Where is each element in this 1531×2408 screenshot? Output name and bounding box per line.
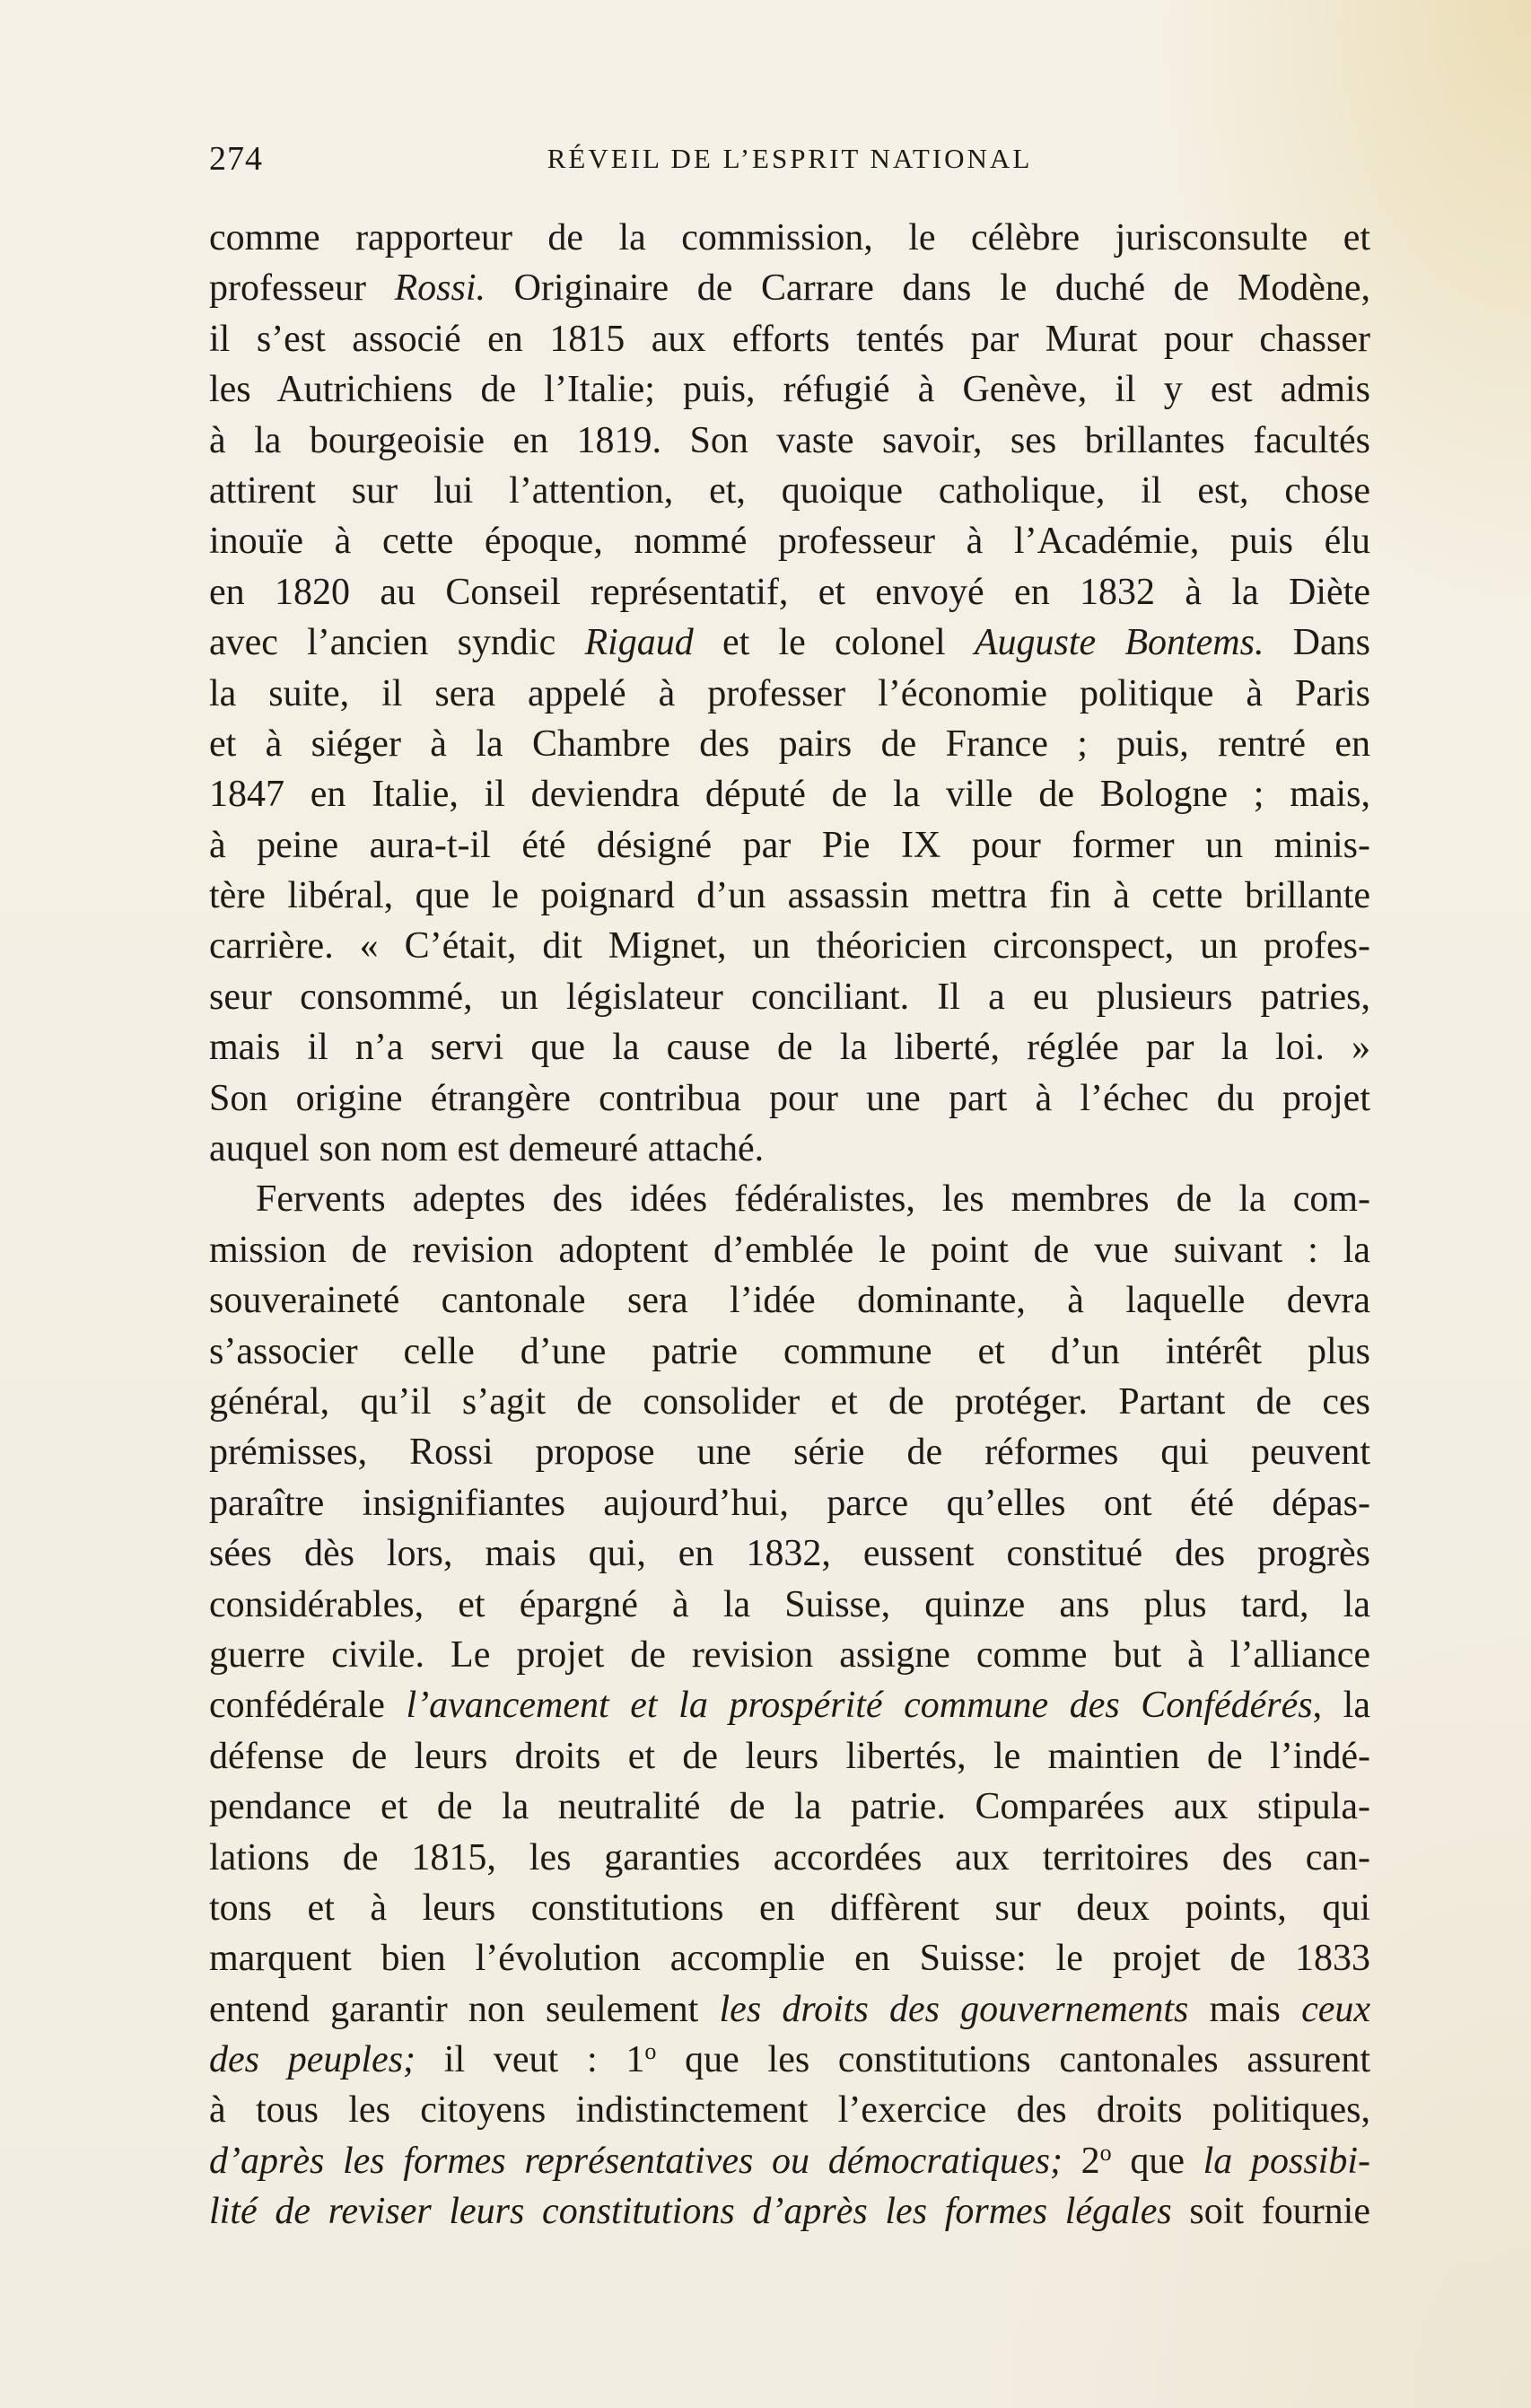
text-line (209, 1073, 1370, 1124)
italic-text: les droits des gouvernements (719, 1988, 1189, 2030)
text-line (209, 567, 1370, 617)
text-segment: général, qu’il s’agit de consolider et de protéger. Partant de ces (209, 1380, 1370, 1423)
text-segment: les Autrichiens de l’Italie; puis, réfugié à Genève, il y est admis (209, 369, 1370, 411)
text-segment: carrière. « C’était, dit Mignet, un théoricien circonspect, un profes- (209, 925, 1370, 968)
text-line (209, 1528, 1370, 1579)
text-segment: auquel son nom est demeuré attaché. (209, 1128, 765, 1170)
ordinal-superscript: o (644, 2038, 657, 2065)
body-text (209, 213, 1370, 2237)
text-line (209, 1933, 1370, 1983)
text-segment: comme rapporteur de la commission, le célèbre jurisconsulte et (209, 217, 1370, 258)
text-segment: 1847 en Italie, il deviendra député de la ville de Bologne ; mais, (209, 774, 1370, 816)
text-line (209, 1478, 1370, 1528)
italic-text: ceux (1301, 1988, 1370, 2030)
text-line (209, 2186, 1370, 2237)
text-segment: sées dès lors, mais qui, en 1832, eussent constitué des progrès (209, 1533, 1370, 1575)
ordinal-superscript: o (1099, 2139, 1112, 2166)
paragraph-first-line (209, 1174, 1370, 1224)
text-line (209, 416, 1370, 466)
text-segment: inouïe à cette époque, nommé professeur à l’Académie, puis élu (209, 521, 1370, 563)
text-segment: entend garantir non seulement (209, 1988, 720, 2030)
text-segment: lations de 1815, les garanties accordées aux territoires des can- (209, 1836, 1370, 1878)
text-segment: tons et à leurs constitutions en diffèrent sur deux points, qui (209, 1887, 1370, 1929)
text-segment: attirent sur lui l’attention, et, quoique catholique, il est, chose (209, 469, 1370, 512)
text-line (209, 1377, 1370, 1427)
text-segment: il veut : 1 (416, 2039, 645, 2081)
text-segment: , la (1312, 1685, 1370, 1727)
text-segment: Son origine étrangère contribua pour une part à l’échec du projet (209, 1077, 1370, 1119)
running-header (209, 139, 1370, 184)
text-segment: la suite, il sera appelé à professer l’économie politique à Paris (209, 672, 1370, 714)
italic-text: Rigaud (584, 622, 694, 664)
text-line (209, 1022, 1370, 1073)
text-line (209, 2035, 1370, 2085)
text-segment: marquent bien l’évolution accomplie en Suisse: le projet de 1833 (209, 1938, 1370, 1980)
text-segment: guerre civile. Le projet de revision assigne comme but à l’alliance (209, 1633, 1370, 1676)
text-line (209, 921, 1370, 971)
text-segment: en 1820 au Conseil représentatif, et envoyé en 1832 à la Diète (209, 571, 1370, 613)
text-line (209, 1984, 1370, 2035)
text-line (209, 364, 1370, 415)
text-segment: pendance et de la neutralité de la patrie. Comparées aux stipula- (209, 1786, 1370, 1828)
text-segment: et à siéger à la Chambre des pairs de France ; puis, rentré en (209, 722, 1370, 765)
running-title: RÉVEIL DE L’ESPRIT NATIONAL (547, 143, 1033, 174)
text-segment: soit fournie (1171, 2191, 1370, 2233)
text-segment: tère libéral, que le poignard d’un assassin mettra fin à cette brillante (209, 875, 1370, 917)
text-line (209, 669, 1370, 719)
text-segment: défense de leurs droits et de leurs libertés, le maintien de l’indé- (209, 1735, 1370, 1777)
italic-text: l’avancement et la prospérité commune des Confédérés (406, 1685, 1313, 1727)
text-segment: à tous les citoyens indistinctement l’exercice des droits politiques, (209, 2089, 1370, 2132)
text-segment: il s’est associé en 1815 aux efforts tentés par Murat pour chasser (209, 318, 1370, 360)
text-segment: 2 (1062, 2140, 1100, 2182)
italic-text: lité de reviser leurs constitutions d’après les formes légales (209, 2191, 1172, 2233)
italic-text: d’après les formes représentatives ou démocratiques; (209, 2140, 1063, 2182)
text-line (209, 263, 1370, 313)
text-line (209, 769, 1370, 819)
text-line (209, 820, 1370, 871)
text-line (209, 516, 1370, 566)
text-line (209, 871, 1370, 921)
italic-text: Auguste Bontems. (974, 622, 1264, 664)
text-line (209, 1427, 1370, 1477)
italic-text: Rossi. (394, 267, 486, 310)
text-segment: que les constitutions cantonales assurent (656, 2039, 1370, 2081)
text-line (209, 314, 1370, 364)
text-line (209, 972, 1370, 1022)
text-line (209, 719, 1370, 769)
page-number: 274 (209, 140, 263, 178)
text-segment: seur consommé, un législateur conciliant. Il a eu plusieurs patries, (209, 976, 1370, 1018)
text-segment: paraître insignifiantes aujourd’hui, parce qu’elles ont été dépas- (209, 1482, 1370, 1524)
text-line (209, 1327, 1370, 1377)
text-segment: confédérale (209, 1685, 407, 1727)
text-segment: mission de revision adoptent d’emblée le point de vue suivant : la (209, 1229, 1370, 1271)
text-segment: avec l’ancien syndic (209, 622, 585, 664)
italic-text: la possibi- (1203, 2140, 1370, 2182)
text-line (209, 2085, 1370, 2135)
text-line (209, 213, 1370, 263)
text-segment: mais il n’a servi que la cause de la liberté, réglée par la loi. » (209, 1027, 1370, 1069)
text-segment: que (1111, 2140, 1203, 2182)
text-segment: Originaire de Carrare dans le duché de Modène, (486, 267, 1370, 310)
text-line (209, 2136, 1370, 2186)
text-segment: considérables, et épargné à la Suisse, quinze ans plus tard, la (209, 1583, 1370, 1625)
text-segment: et le colonel (693, 622, 975, 664)
text-segment: à peine aura-t-il été désigné par Pie IX pour former un minis- (209, 824, 1370, 866)
text-segment: s’associer celle d’une patrie commune et d’un intérêt plus (209, 1330, 1370, 1372)
text-line (209, 466, 1370, 516)
text-line (209, 1680, 1370, 1730)
text-segment: souveraineté cantonale sera l’idée dominante, à laquelle devra (209, 1280, 1370, 1322)
text-line (209, 1630, 1370, 1680)
text-line (209, 617, 1370, 668)
text-line (209, 1731, 1370, 1782)
text-segment: prémisses, Rossi propose une série de réformes qui peuvent (209, 1432, 1370, 1474)
text-segment: professeur (209, 267, 395, 310)
text-line (209, 1833, 1370, 1883)
italic-text: des peuples; (209, 2039, 416, 2081)
text-line (209, 1580, 1370, 1630)
text-line (209, 1782, 1370, 1832)
text-line (209, 1275, 1370, 1326)
text-line (209, 1883, 1370, 1933)
text-segment: Fervents adeptes des idées fédéralistes, les membres de la com- (256, 1178, 1370, 1221)
text-segment: à la bourgeoisie en 1819. Son vaste savoir, ses brillantes facultés (209, 419, 1370, 461)
text-line (209, 1124, 1370, 1174)
text-segment: Dans (1264, 622, 1370, 664)
text-line (209, 1225, 1370, 1275)
text-segment: mais (1188, 1988, 1302, 2030)
